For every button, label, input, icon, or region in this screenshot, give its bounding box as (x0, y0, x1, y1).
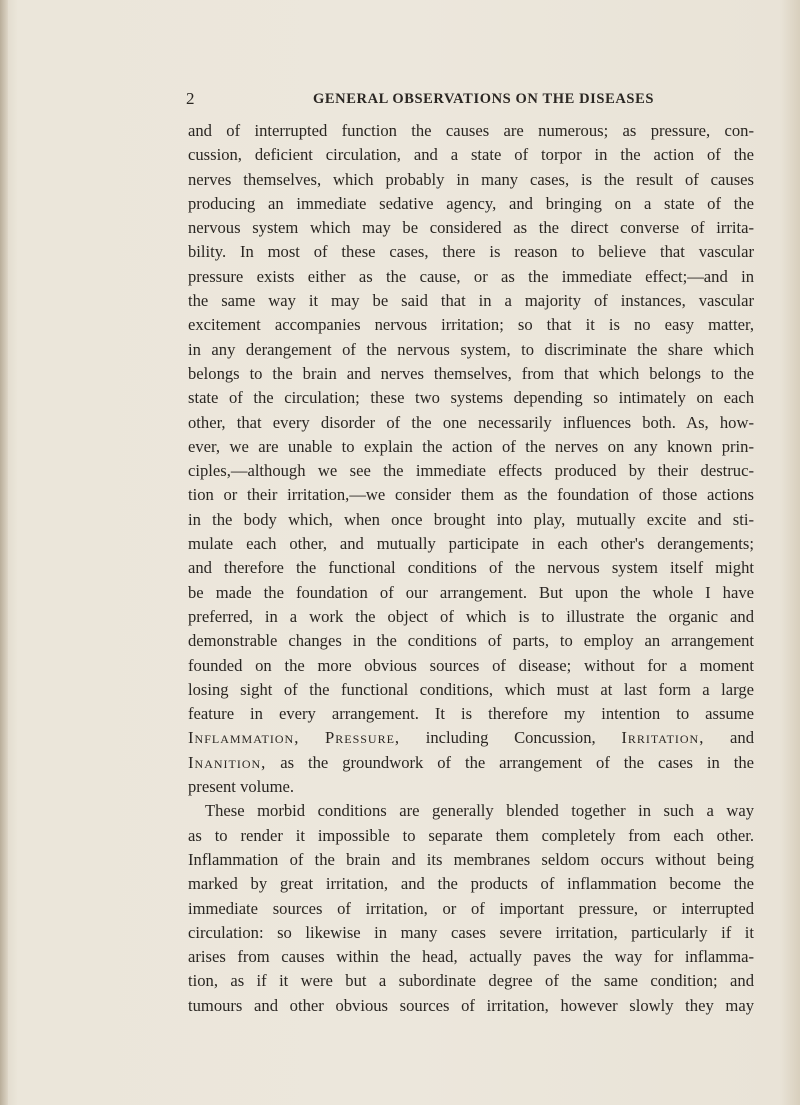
running-head (186, 89, 756, 109)
text-line: ever, we are unable to explain the action of the nerves on any known prin- (188, 436, 754, 456)
text-line: tion or their irritation,—we consider them as the foundation of those actions (188, 485, 754, 505)
text-line: present volume. (188, 777, 294, 797)
text-line: producing an immediate sedative agency, and bringing on a state of the (188, 193, 754, 213)
text-line: circulation: so likewise in many cases severe irritation, particularly if it (188, 922, 754, 942)
text-line: state of the circulation; these two systems depending so intimately on each (188, 388, 754, 408)
text-line: excitement accompanies nervous irritation; so that it is no easy matter, (188, 315, 754, 335)
text-line: cussion, deficient circulation, and a state of torpor in the action of the (188, 145, 754, 165)
text-line: feature in every arrangement. It is therefore my intention to assume (188, 704, 754, 724)
text-line: pressure exists either as the cause, or as the immediate effect;—and in (188, 266, 754, 286)
term-pressure: Pressure, (325, 728, 401, 748)
text-fragment: including Concussion, (425, 728, 596, 748)
text-line: marked by great irritation, and the products of inflammation become the (188, 874, 754, 894)
text-line: in any derangement of the nervous system, to discriminate the share which (188, 339, 754, 359)
text-line: Inflammation of the brain and its membranes seldom occurs without being (188, 849, 754, 869)
text-fragment: as the groundwork of the arrangement of the cases in the (280, 752, 754, 772)
text-line: as to render it impossible to separate them completely from each other. (188, 825, 754, 845)
paragraph-start-line: These morbid conditions are generally blended together in such a way (205, 801, 754, 821)
text-line: mulate each other, and mutually participate in each other's derangements; (188, 534, 754, 554)
page-number: 2 (186, 89, 195, 108)
text-line: demonstrable changes in the conditions of parts, to employ an arrangement (188, 631, 754, 651)
text-line: bility. In most of these cases, there is reason to believe that vascular (188, 242, 754, 262)
text-line: the same way it may be said that in a majority of instances, vascular (188, 291, 754, 311)
term-inflammation: Inflammation, (188, 728, 300, 748)
text-line: tion, as if it were but a subordinate degree of the same condition; and (188, 971, 754, 991)
text-line: tumours and other obvious sources of irritation, however slowly they may (188, 995, 754, 1015)
text-line: other, that every disorder of the one necessarily influences both. As, how- (188, 412, 754, 432)
text-line: arises from causes within the head, actually paves the way for inflamma- (188, 947, 754, 967)
text-line: and therefore the functional conditions of the nervous system itself might (188, 558, 754, 578)
term-inanition: Inanition, (188, 752, 267, 772)
running-title: GENERAL OBSERVATIONS ON THE DISEASES (313, 91, 655, 107)
text-line-small-caps (188, 751, 754, 775)
text-line: be made the foundation of our arrangement. But upon the whole I have (188, 582, 754, 602)
text-line-small-caps (188, 726, 754, 750)
text-line: belongs to the brain and nerves themselves, from that which belongs to the (188, 363, 754, 383)
text-fragment: and (730, 728, 754, 748)
text-line: nerves themselves, which probably in many cases, is the result of causes (188, 169, 754, 189)
body-text (188, 119, 754, 1018)
text-line: immediate sources of irritation, or of important pressure, or interrupted (188, 898, 754, 918)
text-line: and of interrupted function the causes are numerous; as pressure, con- (188, 121, 754, 140)
text-line: preferred, in a work the object of which is to illustrate the organic and (188, 606, 754, 626)
term-irritation: Irritation, (621, 728, 705, 748)
text-line: ciples,—although we see the immediate effects produced by their destruc- (188, 461, 754, 481)
text-line: losing sight of the functional conditions, which must at last form a large (188, 679, 754, 699)
text-line: founded on the more obvious sources of disease; without for a moment (188, 655, 754, 675)
text-line: nervous system which may be considered as the direct converse of irrita- (188, 218, 754, 238)
page-gutter (0, 0, 8, 1105)
text-line: in the body which, when once brought into play, mutually excite and sti- (188, 509, 754, 529)
